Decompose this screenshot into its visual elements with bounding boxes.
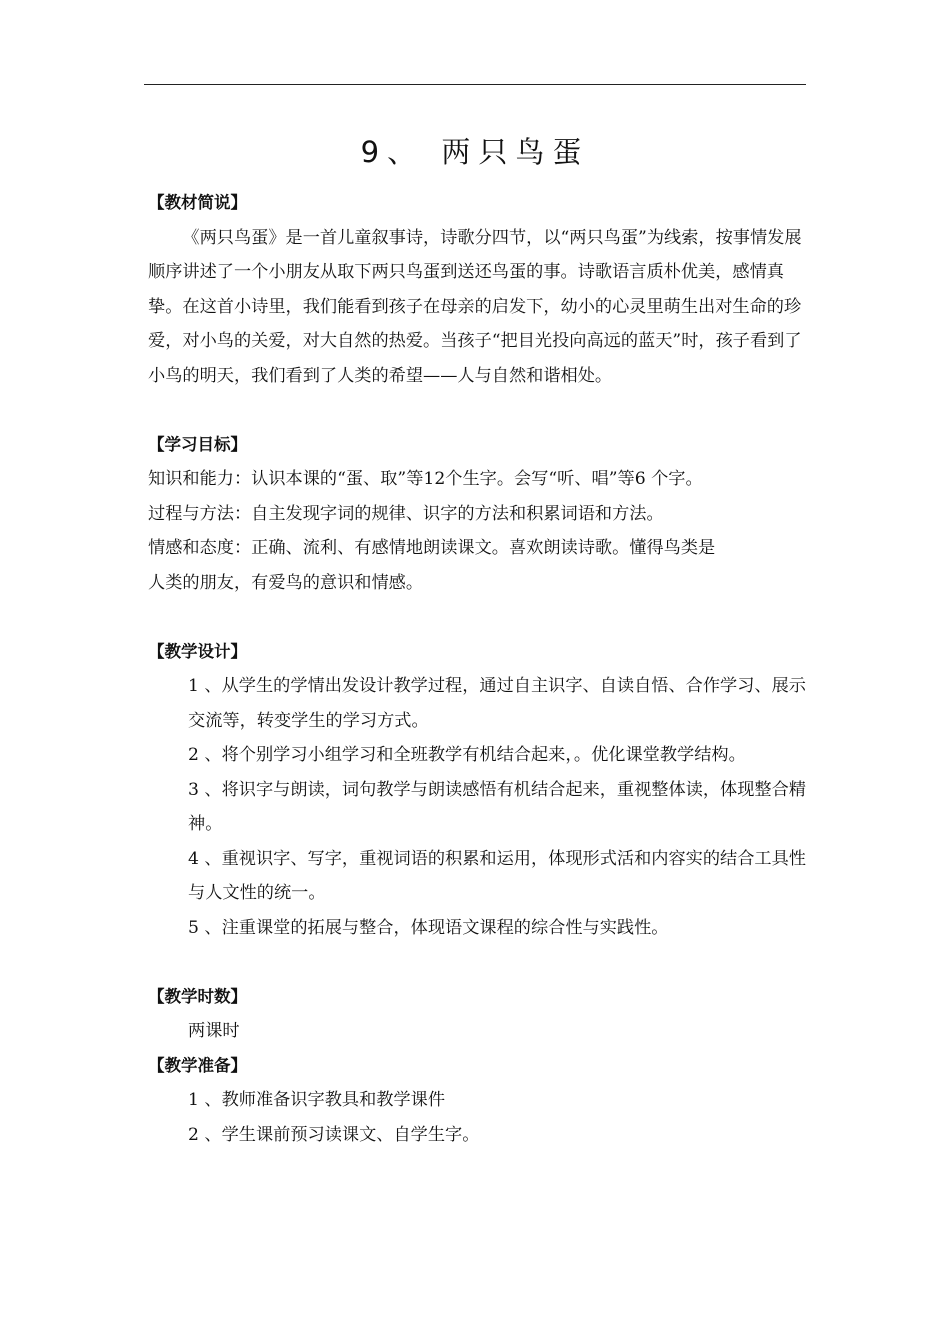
section-heading-goals: 【学习目标】	[148, 434, 247, 454]
list-item: 5 、注重课堂的拓展与整合，体现语文课程的综合性与实践性。	[188, 917, 669, 938]
spacer	[148, 945, 818, 980]
design-list	[188, 669, 813, 945]
section-heading-hours: 【教学时数】	[148, 986, 247, 1006]
list-item: 1 、教师准备识字教具和教学课件	[188, 1090, 446, 1110]
header-rule	[144, 84, 806, 85]
list-item: 3 、将识字与朗读，词句教学与朗读感悟有机结合起来，重视整体读，体现整合精神。	[188, 779, 806, 834]
hours-value: 两课时	[188, 1021, 240, 1041]
spacer	[148, 600, 818, 635]
intro-paragraph: 《两只鸟蛋》是一首儿童叙事诗，诗歌分四节，以“两只鸟蛋”为线索，按事情发展顺序讲述了一个小朋友从取下两只鸟蛋到送还鸟蛋的事。诗歌语言质朴优美，感情真挚。在这首小诗里，我们能看到孩子在母亲的启发下，幼小的心灵里萌生出对生命的珍爱，对小鸟的关爱，对大自然的热爱。当孩子“把目光投向高远的蓝天”时，孩子看到了小鸟的明天，我们看到了人类的希望——人与自然和谐相处。	[148, 227, 802, 386]
spacer	[148, 393, 818, 428]
document-body	[148, 186, 818, 1152]
goal-line: 过程与方法：自主发现字词的规律、识字的方法和积累词语和方法。	[148, 503, 664, 524]
list-item: 4 、重视识字、写字，重视词语的积累和运用，体现形式活和内容实的结合工具性与人文性的统一。	[188, 848, 806, 903]
list-item: 2 、将个别学习小组学习和全班教学有机结合起来，。优化课堂教学结构。	[188, 745, 746, 765]
section-heading-prep: 【教学准备】	[148, 1055, 247, 1075]
section-heading-intro: 【教材简说】	[148, 193, 247, 212]
goal-line: 知识和能力：认识本课的“蛋、取”等12个生字。会写“听、唱”等6 个字。	[148, 469, 703, 489]
section-heading-design: 【教学设计】	[148, 641, 247, 661]
list-item: 2 、学生课前预习读课文、自学生字。	[188, 1124, 480, 1145]
list-item: 1 、从学生的学情出发设计教学过程，通过自主识字、自读自悟、合作学习、展示交流等，转变学生的学习方式。	[188, 676, 806, 731]
page-title: 9、 两只鸟蛋	[360, 135, 590, 169]
goal-line: 人类的朋友，有爱鸟的意识和情感。	[148, 572, 424, 593]
goal-line: 情感和态度：正确、流利、有感情地朗读课文。喜欢朗读诗歌。懂得鸟类是	[148, 538, 716, 558]
